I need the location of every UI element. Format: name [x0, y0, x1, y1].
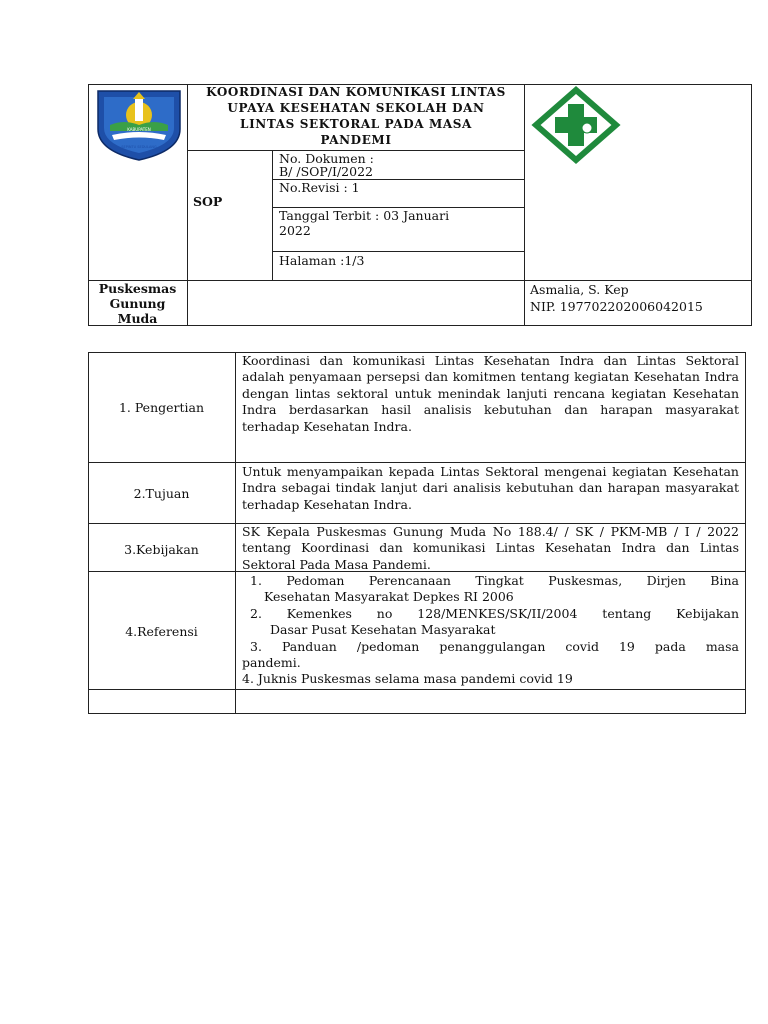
ref-item-2a: 2. Kemenkes no 128/MENKES/SK/II/2004 tentang Kebijakan [250, 605, 739, 621]
pengertian-text: Koordinasi dan komunikasi Lintas Kesehatan Indra dan Lintas Sektoral adalah penyamaan persepsi dan komitmen tentang kegiatan Kesehatan Indra dengan lintas sektoral untuk menindak lanjuti rencana kegiatan Kesehatan Indra berdasarkan hasil analisis kebutuhan dan harapan masyarakat terhadap Kesehatan Indra. [242, 353, 739, 434]
ref-item-3a: 3. Panduan /pedoman penanggulangan covid 19 pada masa [250, 638, 739, 654]
ref-item-2b: Dasar Pusat Kesehatan Masyarakat [270, 622, 496, 638]
ref-item-4: 4. Juknis Puskesmas selama masa pandemi covid 19 [242, 671, 573, 687]
puskesmas-logo [530, 86, 622, 164]
referensi-label: 4.Referensi [125, 624, 198, 639]
ref-item-1b: Kesehatan Masyarakat Depkes RI 2006 [264, 589, 514, 605]
no-dokumen-value: B/ /SOP/I/2022 [279, 164, 373, 179]
logo-left-text-2: BANGKA [130, 132, 148, 137]
signer-nip: NIP. 197702202006042015 [530, 299, 703, 314]
ref-item-1a: 1. Pedoman Perencanaan Tingkat Puskesmas, Dirjen Bina [250, 573, 739, 588]
referensi-list [242, 573, 739, 688]
halaman: Halaman :1/3 [279, 253, 365, 268]
tujuan-label: 2.Tujuan [133, 486, 190, 501]
signer-name: Asmalia, S. Kep [530, 282, 629, 297]
tujuan-text: Untuk menyampaikan kepada Lintas Sektoral mengenai kegiatan Kesehatan Indra sebagai tindak lanjut dari analisis kebutuhan dan harapan masyarakat terhadap Kesehatan Indra. [242, 464, 739, 512]
ref-item-3b: pandemi. [242, 655, 301, 671]
no-revisi: No.Revisi : 1 [279, 180, 360, 195]
logo-left-text-1: KABUPATEN [127, 127, 151, 132]
unit-name: Puskesmas Gunung Muda [98, 281, 177, 326]
no-dokumen-label: No. Dokumen : [279, 151, 374, 166]
doc-type-label: SOP [193, 194, 223, 209]
kebijakan-label: 3.Kebijakan [124, 542, 199, 557]
tanggal-terbit-2: 2022 [279, 223, 311, 238]
kebijakan-text: SK Kepala Puskesmas Gunung Muda No 188.4/ / SK / PKM-MB / I / 2022 tentang Koordinasi dan komunikasi Lintas Kesehatan Indra dan Lintas Sektoral Pada Masa Pandemi. [242, 524, 739, 572]
document-title: KOORDINASI DAN KOMUNIKASI LINTAS UPAYA KESEHATAN SEKOLAH DAN LINTAS SEKTORAL PADA MASA PANDEMI [206, 85, 506, 147]
pengertian-label: 1. Pengertian [118, 400, 205, 415]
kabupaten-bangka-logo [94, 85, 184, 161]
logo-left-motto: SEPINTU SEDULANG [121, 145, 157, 149]
tanggal-terbit-1: Tanggal Terbit : 03 Januari [279, 208, 450, 223]
